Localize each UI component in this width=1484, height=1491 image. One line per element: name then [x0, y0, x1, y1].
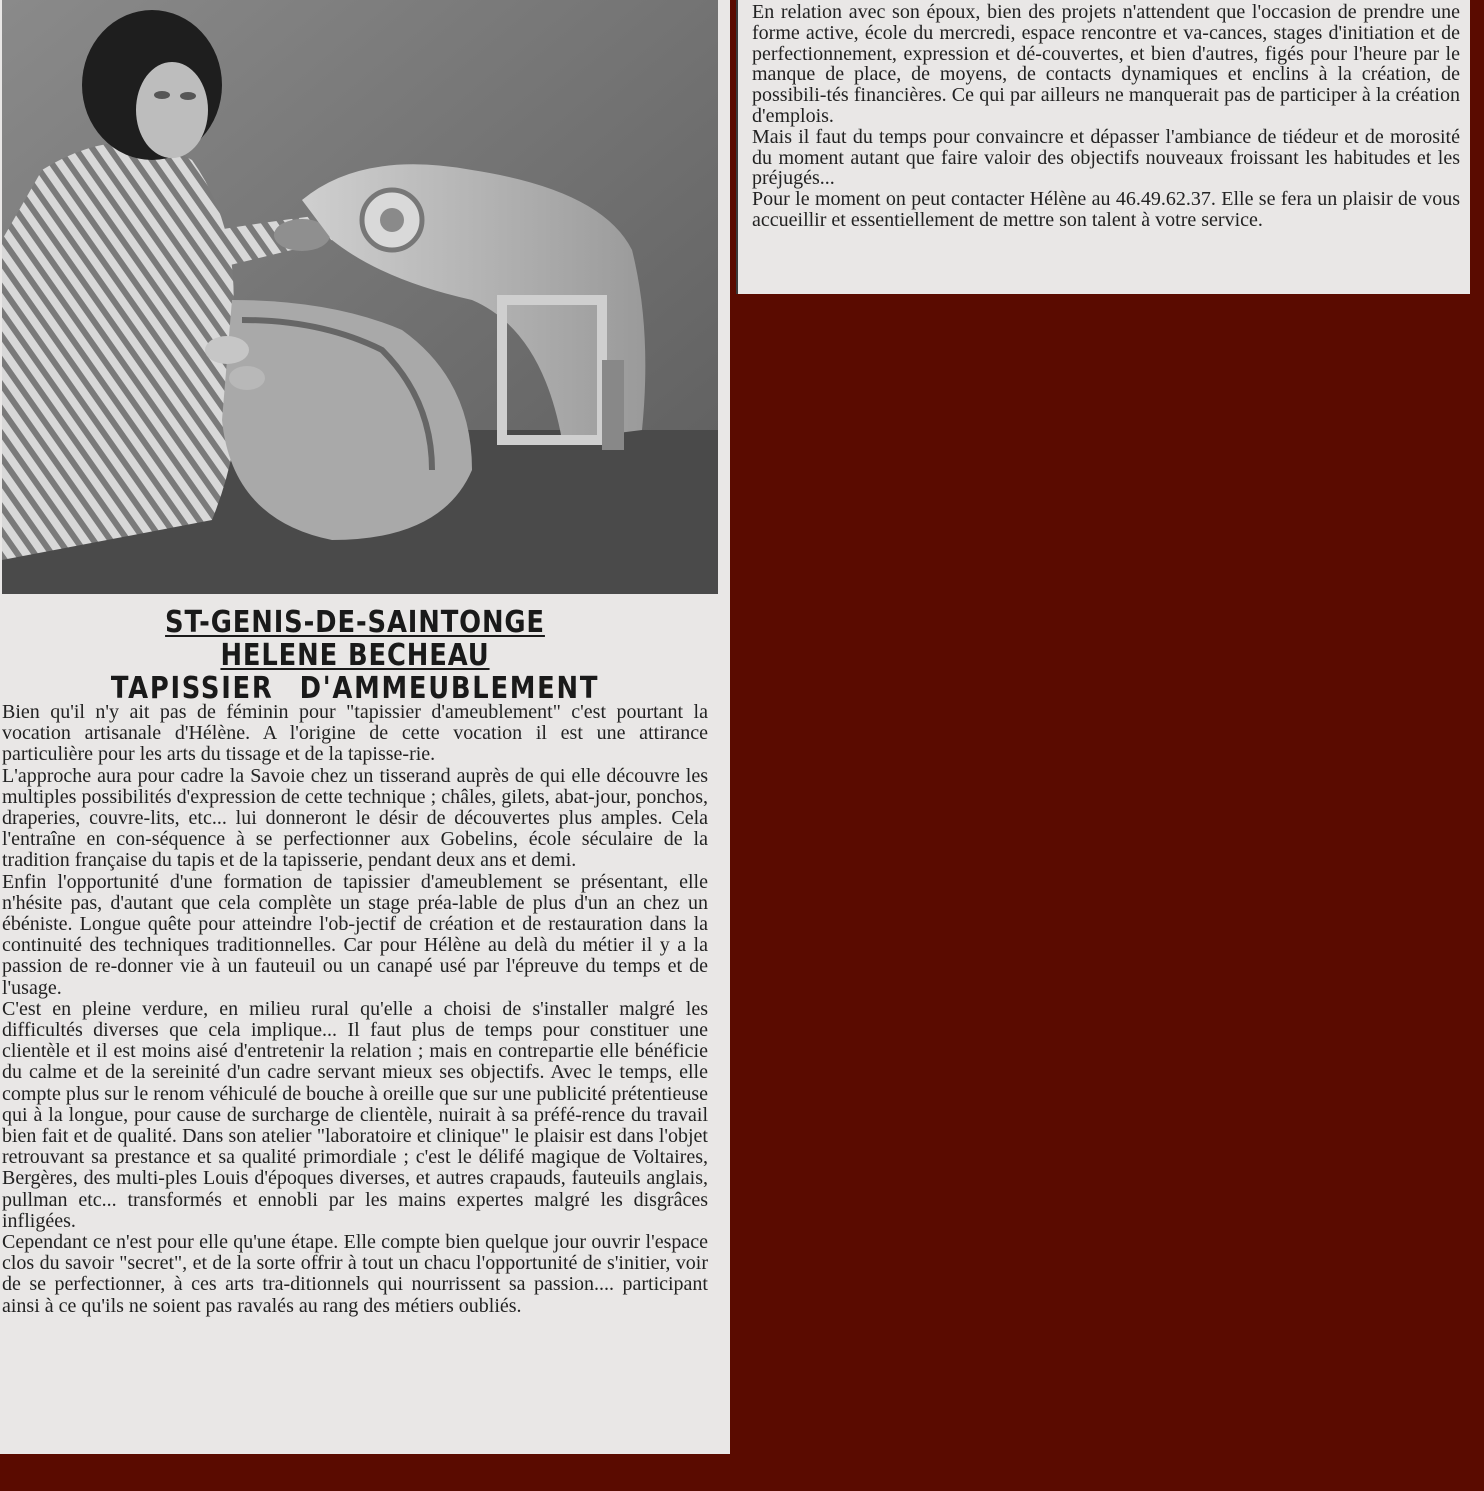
- paragraph: Cependant ce n'est pour elle qu'une étape. Elle compte bien quelque jour ouvrir l'espace clos du savoir "secret", et de la sorte offrir à tout un chacu l'opportunité de s'initier, voir de se perfectionner, à ces arts tra-ditionnels qui nourrissent sa passion.... participant ainsi à ce qu'ils ne soient pas ravalés au rang des métiers oubliés.: [2, 1231, 708, 1317]
- photo-illustration: [2, 0, 718, 594]
- headline-trade: TAPISSIER D'AMMEUBLEMENT: [110, 671, 600, 706]
- article-continuation-body: [752, 2, 1460, 231]
- photo-upholsterer-at-work: [2, 0, 718, 594]
- paragraph: Pour le moment on peut contacter Hélène au 46.49.62.37. Elle se fera un plaisir de vous accueillir et essentiellement de mettre son talent à votre service.: [752, 188, 1460, 231]
- headline-place: ST-GENIS-DE-SAINTONGE: [165, 605, 545, 640]
- headline-name: HELENE BECHEAU: [220, 638, 490, 673]
- paragraph: C'est en pleine verdure, en milieu rural qu'elle a choisi de s'installer malgré les difficultés diverses que cela implique... Il faut plus de temps pour constituer une clientèle et il est moins aisé d'entretenir la relation ; mais en contrepartie elle bénéficie du calme et de la sereinité d'un cadre servant mieux ses objectifs. Avec le temps, elle compte plus sur le renom véhiculé de bouche à oreille que sur une publicité prétentieuse qui à la longue, pour cause de surcharge de clientèle, nuirait à sa préfé-rence du travail bien fait et de qualité. Dans son atelier "laboratoire et clinique" le plaisir est dans l'objet retrouvant sa prestance et sa qualité primordiale ; c'est le délifé magique de Voltaires, Bergères, des multi-ples Louis d'époques diverses, et autres crapauds, fauteuils anglais, pullman etc... transformés et ennobli par les mains expertes malgré les disgrâces infligées.: [2, 997, 708, 1232]
- paragraph: L'approche aura pour cadre la Savoie chez un tisserand auprès de qui elle découvre les multiples possibilités d'expression de cette technique ; châles, gilets, abat-jour, ponchos, draperies, couvre-lits, etc... lui donneront le désir de découvertes plus amples. Cela l'entraîne en con-séquence à se perfectionner aux Gobelins, école séculaire de la tradition française du tapis et de la tapisserie, pendant deux ans et demi.: [2, 764, 708, 872]
- paragraph: Enfin l'opportunité d'une formation de tapissier d'ameublement se présentant, elle n'hésite pas, d'autant que cela complète un stage préa-lable de plus d'un an chez un ébéniste. Longue quête pour atteindre l'ob-jectif de création et de restauration dans la continuité des techniques traditionnelles. Car pour Hélène au delà du métier il y a la passion de re-donner vie à un fauteuil ou un canapé usé par l'épreuve du temps et de l'usage.: [2, 870, 708, 999]
- article-headline: [0, 606, 710, 706]
- article-continuation-clipping: [736, 0, 1470, 294]
- article-clipping: [0, 0, 730, 1454]
- paragraph: Bien qu'il n'y ait pas de féminin pour "tapissier d'ameublement" c'est pourtant la vocation artisanale d'Hélène. A l'origine de cette vocation il est une attirance particulière pour les arts du tissage et de la tapisse-rie.: [2, 701, 708, 766]
- paragraph: Mais il faut du temps pour convaincre et dépasser l'ambiance de tiédeur et de morosité du moment autant que faire valoir des objectifs nouveaux froissant les habitudes et les préjugés...: [752, 125, 1460, 190]
- paragraph: En relation avec son époux, bien des projets n'attendent que l'occasion de prendre une forme active, école du mercredi, espace rencontre et va-cances, stages d'initiation et de perfectionnement, expression et dé-couvertes, et bien d'autres, figés pour l'heure par le manque de place, de moyens, de contacts dynamiques et enclins à la création, de possibili-tés financières. Ce qui par ailleurs ne manquerait pas de participer à la création d'emplois.: [752, 1, 1460, 127]
- column-rule: [736, 0, 738, 294]
- article-body: [2, 702, 708, 1317]
